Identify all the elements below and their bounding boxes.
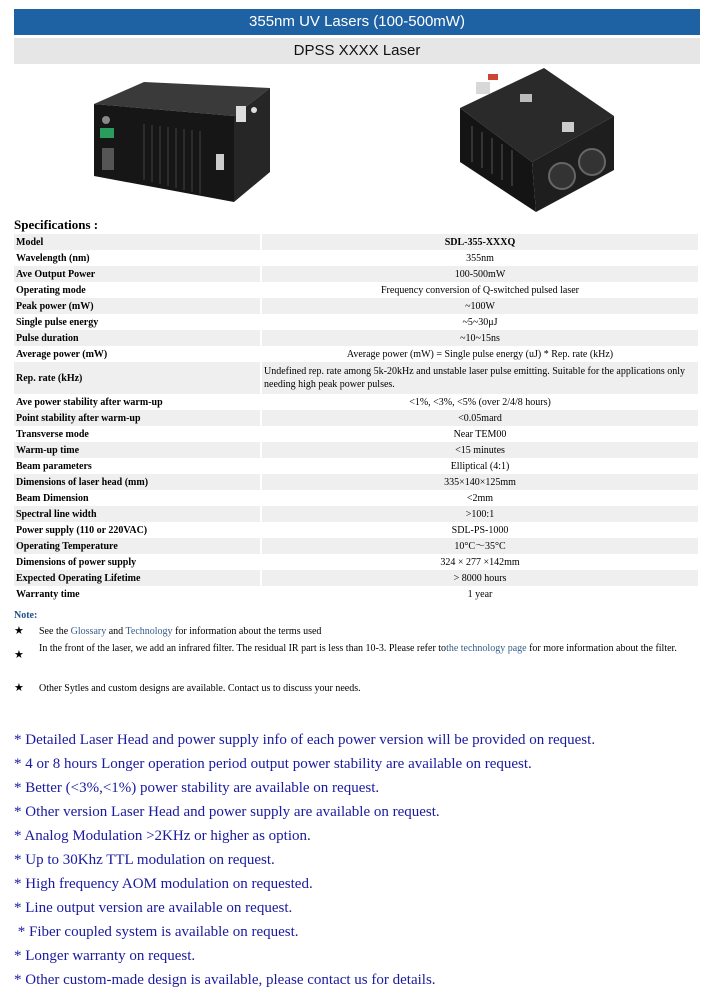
- list-item: [14, 640, 694, 681]
- glossary-link[interactable]: Glossary: [70, 626, 107, 637]
- spec-value: 10°C～35°C: [262, 538, 698, 554]
- spec-label: Spectral line width: [14, 506, 260, 522]
- table-row: [14, 266, 698, 282]
- note-text: for information about the terms used: [172, 626, 322, 637]
- note-text: In the front of the laser, we add an infrared filter. The residual IR part is less than 10-3. Please refer to: [39, 643, 447, 654]
- spec-value: <1%, <3%, <5% (over 2/4/8 hours): [409, 396, 551, 408]
- list-item: * 4 or 8 hours Longer operation period output power stability are available on request.: [14, 756, 532, 772]
- spec-label: Ave power stability after warm-up: [16, 396, 163, 408]
- spec-value: Elliptical (4:1): [450, 460, 510, 472]
- list-item: * Line output version are available on request.: [14, 900, 293, 916]
- spec-value: Undefined rep. rate among 5k-20kHz and unstable laser pulse emitting. Suitable for the applications only needing high peak power pulses.: [262, 362, 698, 394]
- list-item: * Detailed Laser Head and power supply info of each power version will be provided on request.: [14, 732, 596, 748]
- spec-label: Pulse duration: [14, 330, 260, 346]
- table-row: [14, 250, 698, 266]
- list-item: * Up to 30Khz TTL modulation on request.: [14, 852, 275, 868]
- table-row: [14, 346, 698, 362]
- table-row: [14, 506, 698, 522]
- spec-label: Peak power (mW): [14, 298, 260, 314]
- spec-value: <15 minutes: [262, 442, 698, 458]
- star-icon: ★: [14, 682, 24, 694]
- note-text: for more information about the filter.: [526, 643, 677, 654]
- spec-value: ~5~30μJ: [462, 316, 498, 328]
- note-label: Note:: [14, 610, 38, 621]
- list-item: * Fiber coupled system is available on request.: [14, 924, 299, 940]
- table-row: [14, 554, 698, 570]
- product-subtitle: DPSS XXXX Laser: [14, 38, 700, 64]
- star-icon: ★: [14, 625, 24, 637]
- spec-value: 355nm: [466, 252, 494, 264]
- technology-page-link[interactable]: the technology page: [446, 643, 527, 654]
- table-row: [14, 234, 698, 250]
- spec-value: <2mm: [466, 492, 494, 504]
- table-row: [14, 570, 698, 586]
- spec-value: SDL-355-XXXQ: [262, 234, 698, 250]
- spec-value: 1 year: [467, 588, 493, 600]
- table-row: [14, 410, 698, 426]
- spec-label: Warm-up time: [14, 442, 260, 458]
- spec-value: SDL-PS-1000: [451, 524, 509, 536]
- power-supply-image: [84, 76, 272, 204]
- spec-value: >100:1: [262, 506, 698, 522]
- spec-value: Average power (mW) = Single pulse energy (uJ) * Rep. rate (kHz): [346, 348, 614, 360]
- spec-label: Ave Output Power: [14, 266, 260, 282]
- table-row: [14, 282, 698, 298]
- list-item: * Analog Modulation >2KHz or higher as option.: [14, 828, 311, 844]
- table-row: [14, 426, 698, 442]
- note-list: [14, 624, 694, 696]
- table-row: [14, 522, 698, 538]
- spec-label: Dimensions of laser head (mm): [14, 474, 260, 490]
- table-row: [14, 474, 698, 490]
- note-text: and: [106, 626, 126, 637]
- spec-label: Wavelength (nm): [16, 252, 90, 264]
- laser-head-image: [452, 66, 618, 216]
- spec-label: Warranty time: [16, 588, 80, 600]
- specifications-table: [12, 234, 700, 602]
- list-item: * Better (<3%,<1%) power stability are available on request.: [14, 780, 380, 796]
- spec-label: Operating Temperature: [14, 538, 260, 554]
- note-text: Other Sytles and custom designs are available. Contact us to discuss your needs.: [39, 683, 361, 694]
- page-title: 355nm UV Lasers (100-500mW): [14, 9, 700, 35]
- spec-value: ~100W: [262, 298, 698, 314]
- spec-label: Power supply (110 or 220VAC): [16, 524, 148, 536]
- table-row: [14, 458, 698, 474]
- request-options-list: [14, 728, 704, 992]
- spec-label: Average power (mW): [16, 348, 108, 360]
- spec-value: <0.05mard: [262, 410, 698, 426]
- spec-label: Model: [14, 234, 260, 250]
- list-item: * High frequency AOM modulation on requested.: [14, 876, 313, 892]
- spec-label: Point stability after warm-up: [14, 410, 260, 426]
- table-row: [14, 394, 698, 410]
- spec-value: 324 × 277 ×142mm: [440, 556, 520, 568]
- table-row: [14, 442, 698, 458]
- table-row: [14, 298, 698, 314]
- list-item: * Other version Laser Head and power supply are available on request.: [14, 804, 440, 820]
- note-text: See the: [39, 626, 71, 637]
- list-item: * Longer warranty on request.: [14, 948, 196, 964]
- technology-link[interactable]: Technology: [125, 626, 173, 637]
- spec-label: Rep. rate (kHz): [14, 362, 260, 394]
- table-row: [14, 490, 698, 506]
- spec-label: Beam parameters: [16, 460, 92, 472]
- table-row: [14, 314, 698, 330]
- spec-value: > 8000 hours: [262, 570, 698, 586]
- spec-label: Single pulse energy: [16, 316, 99, 328]
- table-row: [14, 330, 698, 346]
- list-item: [14, 681, 694, 696]
- spec-value: 100-500mW: [262, 266, 698, 282]
- spec-label: Transverse mode: [16, 428, 89, 440]
- specifications-heading: Specifications :: [14, 217, 99, 232]
- list-item: * Other custom-made design is available, please contact us for details.: [14, 972, 436, 988]
- spec-value: Frequency conversion of Q-switched pulsed laser: [381, 284, 579, 296]
- spec-label: Expected Operating Lifetime: [14, 570, 260, 586]
- table-row: [14, 538, 698, 554]
- spec-label: Operating mode: [16, 284, 86, 296]
- table-row: [14, 362, 698, 394]
- list-item: [14, 624, 694, 640]
- spec-value: Near TEM00: [453, 428, 507, 440]
- spec-value: 335×140×125mm: [262, 474, 698, 490]
- star-icon: ★: [14, 649, 24, 661]
- spec-value: ~10~15ns: [262, 330, 698, 346]
- table-row: [14, 586, 698, 602]
- spec-label: Dimensions of power supply: [16, 556, 137, 568]
- spec-label: Beam Dimension: [16, 492, 89, 504]
